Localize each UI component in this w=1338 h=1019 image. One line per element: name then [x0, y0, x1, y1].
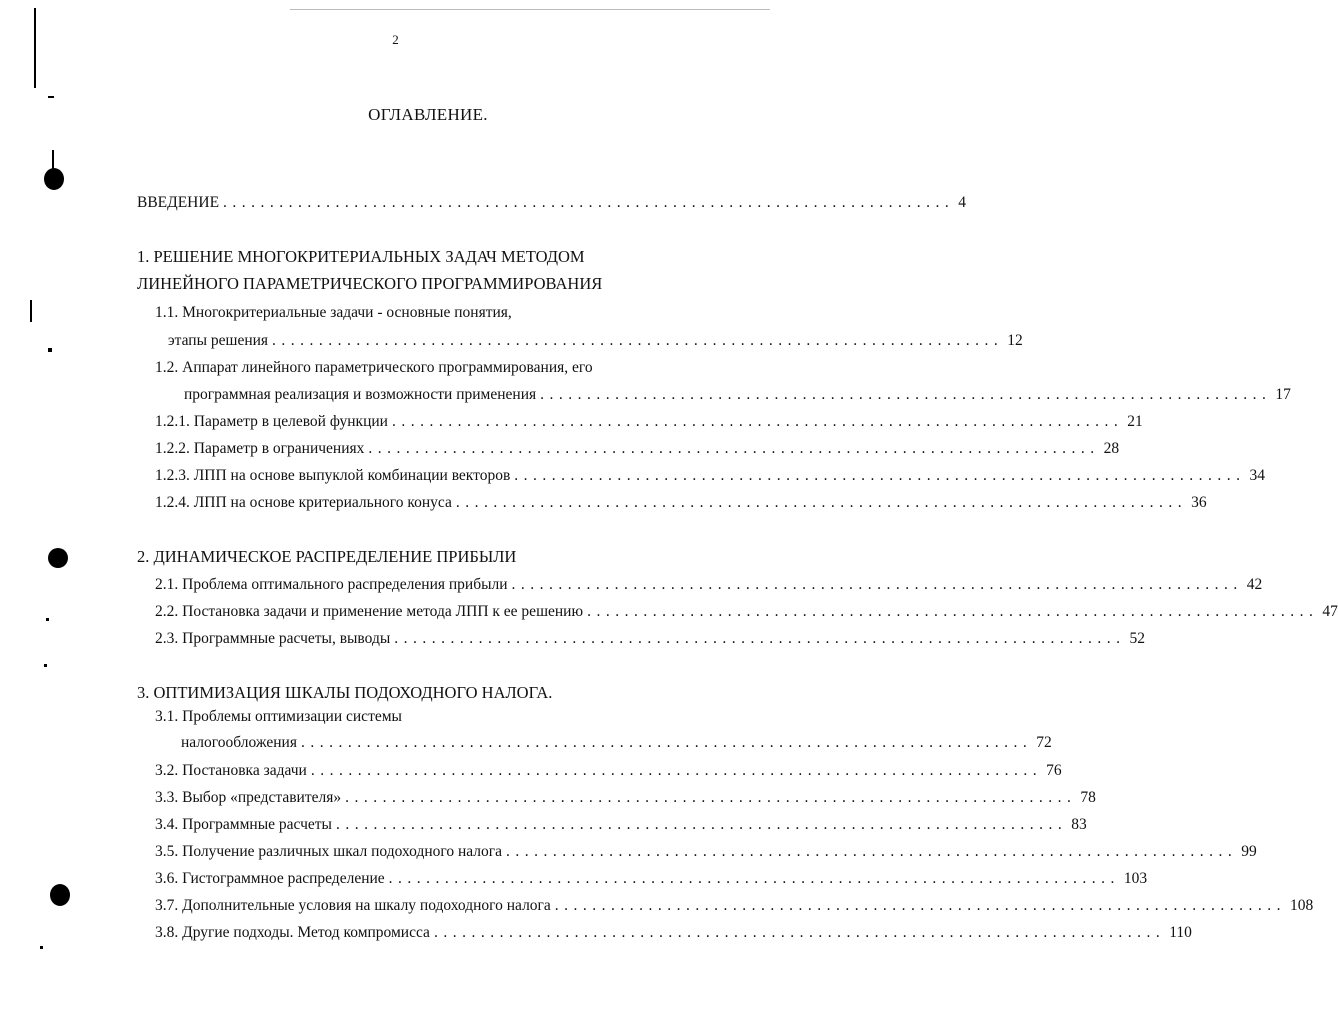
section-1-1-line-1: 1.1. Многокритериальные задачи - основные понятия,: [155, 304, 512, 321]
toc-title: ОГЛАВЛЕНИЕ.: [368, 105, 488, 124]
toc-entry-page: 108: [1290, 897, 1314, 914]
toc-entry-1-2-4: [155, 492, 1207, 514]
scan-mark: [40, 946, 43, 949]
toc-leader-dots: ..............................................................................: [455, 494, 1188, 511]
toc-leader-dots: ..............................................................................: [554, 897, 1287, 914]
toc-leader-dots: ..............................................................................: [394, 630, 1126, 647]
scan-edge-line: [34, 8, 36, 88]
toc-entry-page: 76: [1046, 762, 1062, 779]
toc-entry-3-1: [181, 732, 1052, 754]
toc-entry-page: 78: [1080, 789, 1096, 806]
toc-entry-text: 3.8. Другие подходы. Метод компромисса: [155, 924, 430, 941]
toc-leader-dots: ..............................................................................: [335, 816, 1068, 833]
toc-leader-dots: ..............................................................................: [388, 870, 1120, 887]
toc-entry-page: 21: [1127, 413, 1143, 430]
page-number: 2: [392, 32, 399, 47]
toc-entry-1-2-3: [155, 465, 1266, 487]
toc-leader-dots: ..............................................................................: [310, 762, 1043, 779]
section-3-1-line-1: 3.1. Проблемы оптимизации системы: [155, 708, 402, 725]
toc-entry-text: 3.6. Гистограммное распределение: [155, 870, 385, 887]
toc-entry-page: 99: [1241, 843, 1257, 860]
toc-entry-3-4: [155, 814, 1087, 836]
toc-entry-1-2-1: [155, 411, 1143, 433]
toc-entry-1-2-2: [155, 438, 1120, 460]
toc-entry-page: 12: [1007, 332, 1023, 349]
toc-leader-dots: ..............................................................................: [368, 440, 1100, 457]
section-1-2-line-1: 1.2. Аппарат линейного параметрического программирования, его: [155, 359, 593, 376]
toc-leader-dots: ..............................................................................: [540, 386, 1272, 403]
toc-entry-3-5: [155, 841, 1257, 863]
punch-hole: [48, 548, 68, 568]
toc-entry-page: 36: [1191, 494, 1207, 511]
toc-leader-dots: ..............................................................................: [514, 467, 1246, 484]
scan-mark: [46, 618, 49, 621]
toc-entry-text: 2.1. Проблема оптимального распределения прибыли: [155, 576, 508, 593]
toc-entry-page: 4: [958, 194, 967, 211]
toc-entry-text: 1.2.3. ЛПП на основе выпуклой комбинации векторов: [155, 467, 511, 484]
toc-entry-2-3: [155, 628, 1145, 650]
toc-entry-text: этапы решения: [168, 332, 269, 349]
toc-entry-3-2: [155, 760, 1062, 782]
scan-top-line: [290, 9, 770, 10]
toc-entry-text: 1.2.4. ЛПП на основе критериального конуса: [155, 494, 452, 511]
toc-leader-dots: ..............................................................................: [506, 843, 1238, 860]
toc-entry-introduction: [137, 192, 967, 214]
toc-entry-text: 3.2. Постановка задачи: [155, 762, 307, 779]
toc-entry-page: 103: [1123, 870, 1148, 887]
chapter-1-title-line-1: 1. РЕШЕНИЕ МНОГОКРИТЕРИАЛЬНЫХ ЗАДАЧ МЕТОДОМ: [137, 247, 585, 266]
toc-entry-page: 72: [1036, 734, 1052, 751]
toc-leader-dots: ..............................................................................: [391, 413, 1124, 430]
toc-entry-3-3: [155, 787, 1096, 809]
toc-leader-dots: ..............................................................................: [345, 789, 1077, 806]
toc-entry-text: 3.7. Дополнительные условия на шкалу подоходного налога: [155, 897, 551, 914]
toc-entry-text: ВВЕДЕНИЕ: [137, 194, 220, 211]
toc-entry-text: 1.2.2. Параметр в ограничениях: [155, 440, 365, 457]
toc-entry-page: 28: [1103, 440, 1120, 457]
toc-leader-dots: ..............................................................................: [223, 194, 955, 211]
toc-entry-text: 2.3. Программные расчеты, выводы: [155, 630, 391, 647]
toc-leader-dots: ..............................................................................: [300, 734, 1033, 751]
punch-hole: [50, 884, 70, 906]
scan-edge-line: [30, 300, 32, 322]
toc-entry-3-7: [155, 895, 1314, 917]
toc-entry-page: 83: [1071, 816, 1087, 833]
toc-entry-page: 34: [1249, 467, 1266, 484]
toc-entry-3-6: [155, 868, 1148, 890]
chapter-3-title: 3. ОПТИМИЗАЦИЯ ШКАЛЫ ПОДОХОДНОГО НАЛОГА.: [137, 683, 553, 702]
toc-entry-text: 3.4. Программные расчеты: [155, 816, 332, 833]
toc-entry-page: 42: [1246, 576, 1263, 593]
chapter-2-title: 2. ДИНАМИЧЕСКОЕ РАСПРЕДЕЛЕНИЕ ПРИБЫЛИ: [137, 547, 517, 566]
toc-entry-1-2: [184, 384, 1291, 406]
scan-mark: [48, 348, 52, 352]
toc-entry-2-2: [155, 601, 1338, 623]
toc-entry-1-1: [168, 330, 1023, 352]
toc-entry-3-8: [155, 922, 1192, 944]
toc-entry-page: 52: [1129, 630, 1145, 647]
toc-leader-dots: ..............................................................................: [587, 603, 1319, 620]
toc-entry-2-1: [155, 574, 1263, 596]
toc-entry-page: 110: [1169, 924, 1192, 941]
toc-entry-text: 1.2.1. Параметр в целевой функции: [155, 413, 388, 430]
punch-hole: [44, 168, 64, 190]
scan-mark: [44, 664, 47, 667]
toc-leader-dots: ..............................................................................: [272, 332, 1004, 349]
toc-leader-dots: ..............................................................................: [511, 576, 1243, 593]
toc-entry-page: 47: [1322, 603, 1338, 620]
toc-entry-text: 3.3. Выбор «представителя»: [155, 789, 342, 806]
toc-entry-text: 3.5. Получение различных шкал подоходного налога: [155, 843, 503, 860]
toc-leader-dots: ..............................................................................: [433, 924, 1166, 941]
toc-entry-text: программная реализация и возможности применения: [184, 386, 537, 403]
toc-entry-text: налогообложения: [181, 734, 297, 751]
scan-mark: [48, 96, 54, 98]
toc-entry-text: 2.2. Постановка задачи и применение метода ЛПП к ее решению: [155, 603, 584, 620]
toc-entry-page: 17: [1275, 386, 1291, 403]
chapter-1-title-line-2: ЛИНЕЙНОГО ПАРАМЕТРИЧЕСКОГО ПРОГРАММИРОВАНИЯ: [137, 274, 603, 293]
